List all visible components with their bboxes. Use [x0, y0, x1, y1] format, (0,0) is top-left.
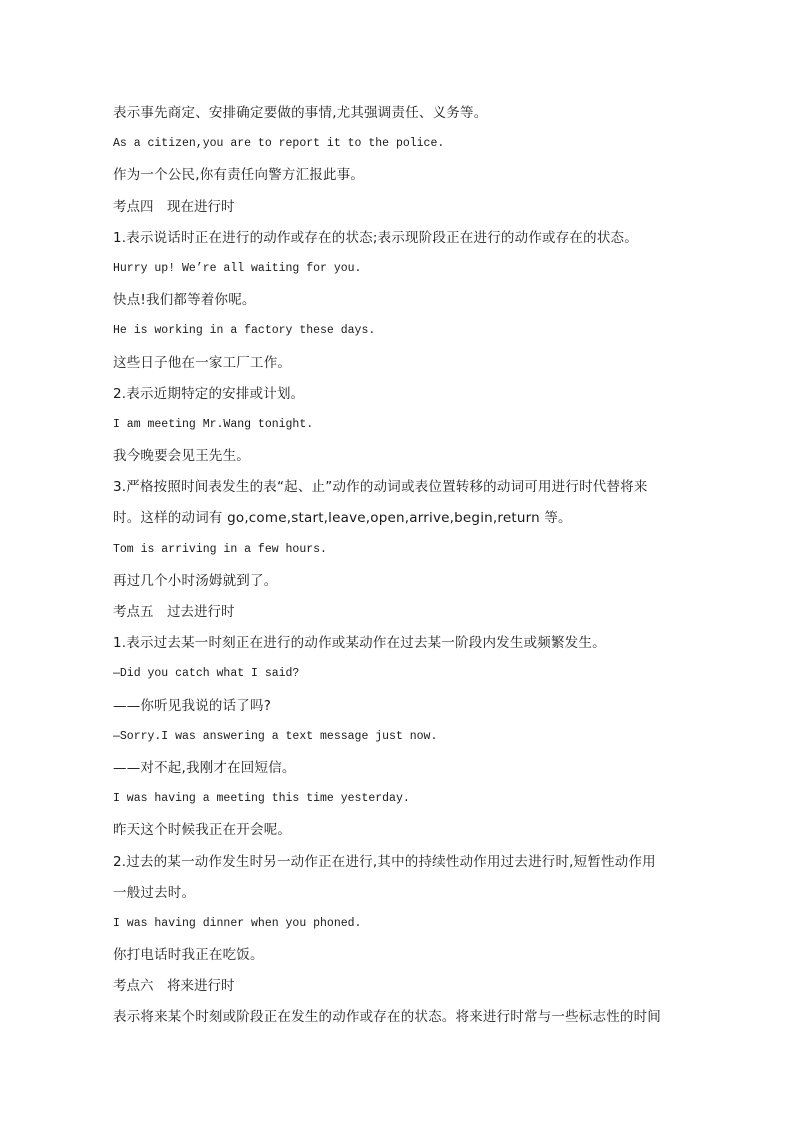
- example-sentence: I was having dinner when you phoned.: [113, 916, 362, 930]
- example-sentence: I am meeting Mr.Wang tonight.: [113, 417, 314, 431]
- dialogue-translation: ——你听见我说的话了吗?: [113, 697, 272, 714]
- example-translation: 昨天这个时候我正在开会呢。: [113, 822, 292, 839]
- rule-text: 1.表示说话时正在进行的动作或存在的状态;表示现阶段正在进行的动作或存在的状态。: [113, 229, 638, 246]
- document-body: [113, 100, 685, 1036]
- dialogue-translation: ——对不起,我刚才在回短信。: [113, 759, 296, 776]
- section-heading-4: 考点四 现在进行时: [113, 198, 235, 215]
- example-translation: 快点!我们都等着你呢。: [113, 292, 256, 309]
- example-sentence: I was having a meeting this time yesterday.: [113, 792, 410, 806]
- explanation-text: 表示将来某个时刻或阶段正在发生的动作或存在的状态。将来进行时常与一些标志性的时间: [113, 1009, 661, 1026]
- rule-text: 2.表示近期特定的安排或计划。: [113, 385, 305, 402]
- rule-text-continued: 时。这样的动词有 go,come,start,leave,open,arrive,begin,return 等。: [113, 510, 572, 527]
- example-translation: 你打电话时我正在吃饭。: [113, 947, 264, 964]
- example-sentence: He is working in a factory these days.: [113, 324, 376, 338]
- dialogue-line: —Sorry.I was answering a text message just now.: [113, 729, 438, 743]
- example-translation: 再过几个小时汤姆就到了。: [113, 572, 278, 589]
- example-sentence: As a citizen,you are to report it to the police.: [113, 137, 445, 151]
- example-translation: 我今晚要会见王先生。: [113, 448, 250, 465]
- rule-text: 1.表示过去某一时刻正在进行的动作或某动作在过去某一阶段内发生或频繁发生。: [113, 635, 606, 652]
- section-heading-5: 考点五 过去进行时: [113, 604, 235, 620]
- rule-text-continued: 一般过去时。: [113, 884, 196, 901]
- example-translation: 这些日子他在一家工厂工作。: [113, 354, 292, 371]
- dialogue-line: —Did you catch what I said?: [113, 667, 300, 681]
- example-sentence: Hurry up! We’re all waiting for you.: [113, 261, 362, 275]
- example-sentence: Tom is arriving in a few hours.: [113, 542, 327, 556]
- example-translation: 作为一个公民,你有责任向警方汇报此事。: [113, 167, 365, 184]
- explanation-text: 表示事先商定、安排确定要做的事情,尤其强调责任、义务等。: [113, 105, 488, 121]
- section-heading-6: 考点六 将来进行时: [113, 978, 235, 995]
- rule-text: 3.严格按照时间表发生的表“起、止”动作的动词或表位置转移的动词可用进行时代替将来: [113, 479, 648, 496]
- rule-text: 2.过去的某一动作发生时另一动作正在进行,其中的持续性动作用过去进行时,短暂性动作用: [113, 853, 656, 870]
